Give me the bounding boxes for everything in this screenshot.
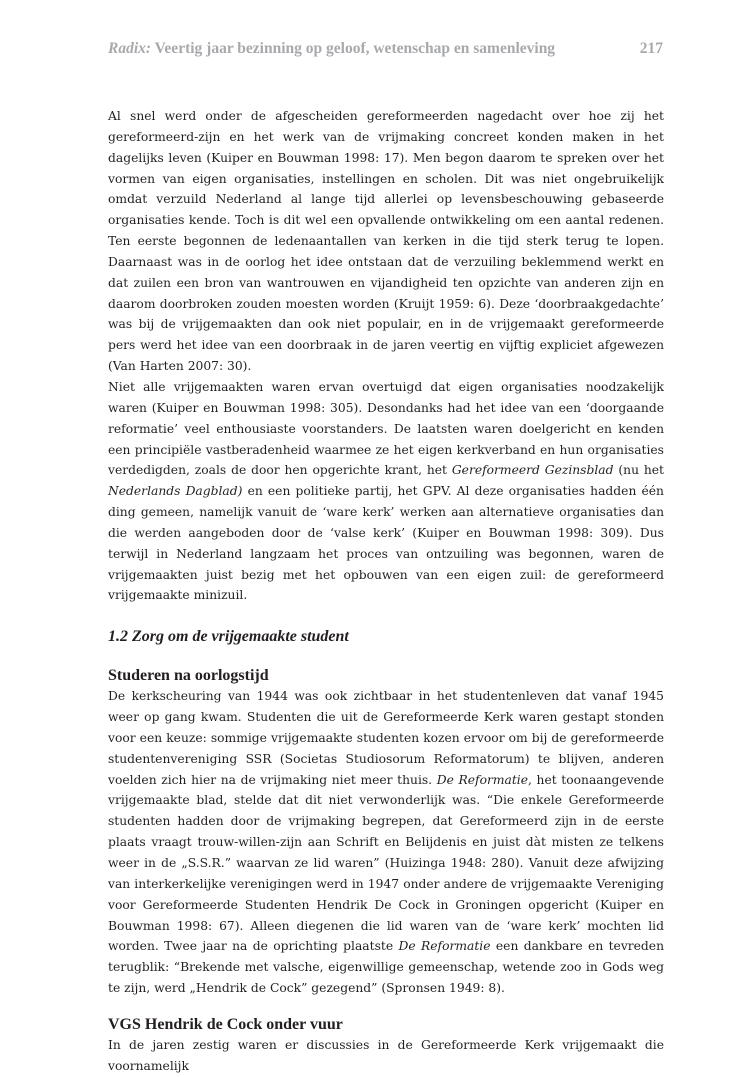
- paragraph-3-italic-reformatie-2: De Reformatie: [398, 939, 491, 954]
- subheading-vgs: VGS Hendrik de Cock onder vuur: [108, 1015, 343, 1033]
- page-number: 217: [639, 40, 663, 57]
- paragraph-3: [108, 686, 664, 999]
- paragraph-3-part-a: De kerkscheuring van 1944 was ook zichtbaar in het studentenleven dat vanaf 1945 weer op gang kwam. Studenten die uit de Gereformeerde Kerk waren gestapt stonden voor een keuze: sommige vrijgemaakte studenten kozen ervoor om bij de gereformeerde studentenvereniging SSR (Societas Studiosorum Reformatorum) te blijven, anderen voelden zich hier na de vrijmaking niet meer thuis.: [108, 689, 664, 787]
- running-head: [108, 40, 663, 62]
- subheading-studeren: Studeren na oorlogstijd: [108, 667, 269, 685]
- section-heading: 1.2 Zorg om de vrijgemaakte student: [108, 628, 349, 646]
- paragraph-2-part-b: (nu het: [613, 463, 664, 478]
- paragraph-3-part-b: , het toonaangevende vrijgemaakte blad, stelde dat dit niet verwonderlijk was. “Die enkele Gereformeerde studenten hadden door de vrijmaking begrepen, dat Gereformeerd zijn in de eerste plaats vraagt trouw-willen-zijn aan Schrift en Belijdenis en juist dàt misten ze telkens weer in de „S.S.R.” waarvan ze lid waren” (Huizinga 1948: 280). Vanuit deze afwijzing van interkerkelijke verenigingen werd in 1947 onder andere de vrijgemaakte Vereniging voor Gereformeerde Studenten Hendrik De Cock in Groningen opgericht (Kuiper en Bouwman 1998: 67). Alleen diegenen die lid waren van de ‘ware kerk’ mochten lid worden. Twee jaar na de oprichting plaatste: [108, 772, 664, 954]
- running-head-title: Veertig jaar bezinning op geloof, wetenschap en samenleving: [151, 40, 556, 57]
- paragraph-3-italic-reformatie-1: De Reformatie: [436, 772, 528, 787]
- body-text: [108, 106, 664, 1077]
- running-head-series: Radix:: [108, 40, 152, 57]
- running-head-text: [108, 40, 555, 58]
- paragraph-1: Al snel werd onder de afgescheiden gereformeerden nagedacht over hoe zij het gereformeerd-zijn en het werk van de vrijmaking concreet konden maken in het dagelijks leven (Kuiper en Bouwman 1998: 17). Men begon daarom te spreken over het vormen van eigen organisaties, instellingen en scholen. Dit was niet ongebruikelijk omdat verzuild Nederland al lange tijd allerlei op levensbeschouwing gebaseerde organisaties kende. Toch is dit wel een opvallende ontwikkeling om een aantal redenen. Ten eerste begonnen de ledenaantallen van kerken in die tijd sterk terug te lopen. Daarnaast was in de oorlog het idee ontstaan dat de verzuiling beklemmend werkt en dat zuilen een bron van wantrouwen en vijandigheid ten opzichte van anderen zijn en daarom doorbroken zouden moesten worden (Kruijt 1959: 6). Deze ‘doorbraakgedachte’ was bij de vrijgemaakten dan ook niet populair, en in de vrijgemaakt gereformeerde pers werd het idee van een doorbraak in de jaren veertig en vijftig expliciet afgewezen (Van Harten 2007: 30).: [108, 109, 664, 374]
- paragraph-4: In de jaren zestig waren er discussies in de Gereformeerde Kerk vrijgemaakt die voornamelijk: [108, 1037, 664, 1073]
- paragraph-2-part-c: en een politieke partij, het GPV. Al deze organisaties hadden één ding gemeen, namelijk vanuit de ‘ware kerk’ werken aan alternatieve organisaties dan die werden aangeboden door de ‘valse kerk’ (Kuiper en Bouwman 1998: 309). Dus terwijl in Nederland langzaam het proces van ontzuiling was begonnen, waren de vrijgemaakten juist bezig met het opbouwen van een eigen zuil: de gereformeerd vrijgemaakte minizuil.: [108, 484, 664, 603]
- paragraph-3-part-c: een dankbare en tevreden terugblik: “Brekende met valsche, eigenwillige gemeenschap, wetende zoo in Gods weg te zijn, werd „Hendrik de Cock” gezegend” (Spronsen 1949: 8).: [108, 939, 664, 996]
- paragraph-2-italic-gezinsblad: Gereformeerd Gezinsblad: [451, 463, 614, 478]
- paragraph-2-part-a: Niet alle vrijgemaakten waren ervan overtuigd dat eigen organisaties noodzakelijk waren (Kuiper en Bouwman 1998: 305). Desondanks had het idee van een ‘doorgaande reformatie’ veel enthousiaste voorstanders. De laatsten waren doelgericht en kenden een principiële vastberadenheid waarmee ze het eigen kerkverband en hun organisaties verdedigden, zoals de door hen opgerichte krant, het: [108, 379, 664, 478]
- paragraph-2: [108, 377, 664, 606]
- paragraph-2-italic-dagblad: Nederlands Dagblad): [108, 484, 243, 499]
